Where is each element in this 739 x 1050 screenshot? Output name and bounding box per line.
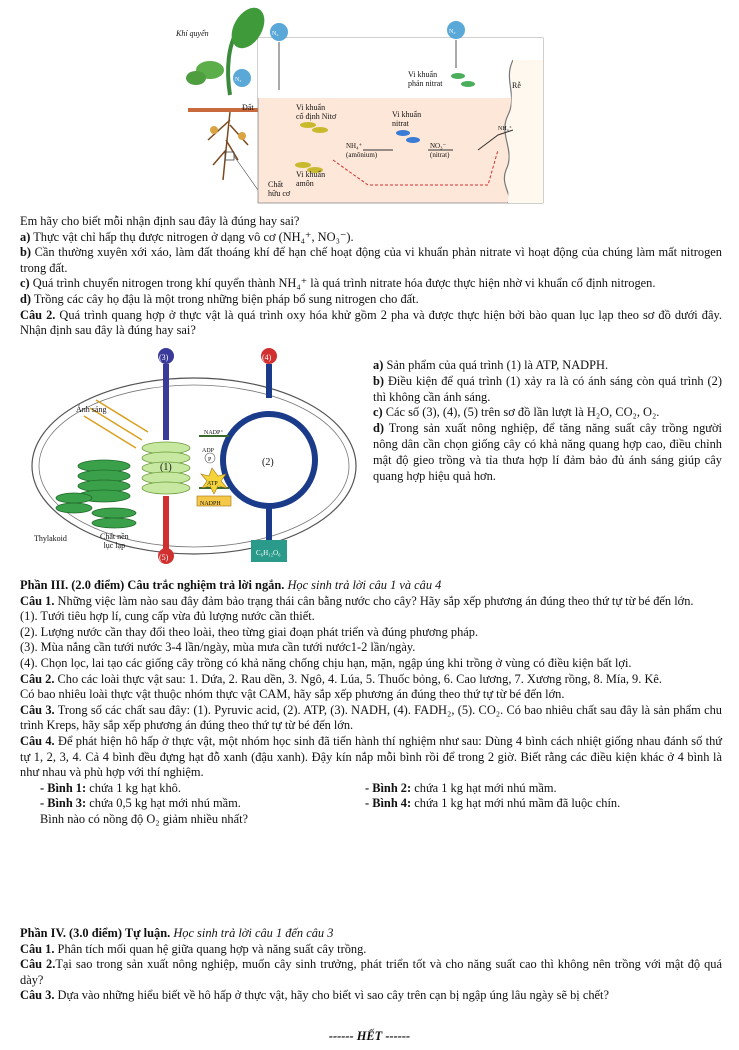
label-nh4: NH₄⁺ (amônium): [346, 142, 378, 159]
label-root: Rễ: [512, 81, 521, 90]
nitrogen-cycle-figure: [168, 0, 548, 205]
part3-c1-item: (4). Chọn lọc, lai tạo các giống cây trồng có khả năng chống chịu hạn, mặn, ngập úng khi trồng ở vùng có điều kiện bất lợi.: [20, 655, 632, 670]
part3-c1-item: (3). Mùa nắng cần tưới nước 3-4 lần/ngày, mùa mưa cần tưới nước1-2 lần/ngày.: [20, 640, 416, 655]
q2-statement-b: b) Điều kiện để quá trình (1) xảy ra là có ánh sáng còn quá trình (2) thì không cần ánh sáng.: [373, 373, 722, 404]
label-4: (4): [262, 353, 272, 362]
part3-c1-item: (2). Lượng nước cần thay đổi theo loài, theo từng giai đoạn phát triển và đúng phương pháp.: [20, 624, 479, 639]
label-nadph: NADPH: [200, 501, 221, 507]
label-ammon: Vi khuẩn amôn: [296, 170, 326, 188]
label-glucose: C₆H₁₂O₆: [256, 549, 281, 557]
q1-statement-a: a) Thực vật chỉ hấp thụ được nitrogen ở dạng vô cơ (NH₄⁺, NO₃⁻).: [20, 229, 354, 244]
part4-c2: Câu 2.Tại sao trong sản xuất nông nghiệp, muốn cây sinh trưởng, phát triển tốt và cho năng suất cao thì không nên trồng với mật độ quá dày?: [20, 957, 722, 987]
q2-prompt: Câu 2. Quá trình quang hợp ở thực vật là quá trình oxy hóa khử gồm 2 pha và được thực hiện bởi bào quan lục lạp theo sơ đồ dưới đây. Nhận định sau đây là đúng hay sai?: [20, 307, 722, 338]
bottle-row-1: - Bình 1: chứa 1 kg hạt khô. - Bình 2: chứa 1 kg hạt mới nhú mầm.: [40, 780, 557, 795]
part3-heading: Phần III. (2.0 điểm) Câu trắc nghiệm trả lời ngắn. Học sinh trả lời câu 1 và câu 4: [20, 578, 442, 592]
q2-statement-d: d) Trong sản xuất nông nghiệp, để tăng năng suất cây trồng người nông dân cần chọn giống cây có khả năng quang hợp cao, điều chỉnh mật độ gieo trồng và tỉa thưa hợp lí đảm bảo đủ ánh sáng giúp cây quang hợp hiệu quả hơn.: [373, 421, 722, 483]
part3-c2-followup: Có bao nhiêu loài thực vật thuộc nhóm thực vật CAM, hãy sắp xếp phương án đúng theo thứ tự từ bé đến lớn.: [20, 687, 565, 702]
label-soil: Đất: [242, 103, 254, 112]
label-nitrate-bacteria: Vi khuẩn nitrat: [392, 110, 422, 128]
label-denitrify: Vi khuẩn phản nitrat: [408, 70, 443, 88]
label-n2-mid: N₂: [235, 77, 242, 83]
label-atp: ATP: [207, 481, 218, 487]
label-n2-top: N₂: [272, 31, 279, 37]
part-3: [20, 578, 722, 828]
label-thylakoid: Thylakoid: [34, 534, 67, 543]
chloroplast-figure: [24, 348, 360, 570]
label-nadp: NADP⁺: [204, 430, 224, 436]
part4-c1: Câu 1. Phân tích mối quan hệ giữa quang hợp và năng suất cây trồng.: [20, 941, 367, 956]
part3-c3: Câu 3. Trong số các chất sau đây: (1). Pyruvic acid, (2). ATP, (3). NADH, (4). FADH₂, (5). CO₂. Có bao nhiêu chất sau đây là sản phẩm chu trình Kreps, hãy sắp xếp phương án đúng theo thứ tự từ bé đến lớn.: [20, 702, 722, 733]
part3-c1-item: (1). Tưới tiêu hợp lí, cung cấp vừa đủ lượng nước cần thiết.: [20, 609, 315, 624]
label-organic: Chất hữu cơ: [268, 180, 291, 198]
label-adp: ADP: [202, 448, 215, 454]
q1-statement-d: d) Trồng các cây họ đậu là một trong những biện pháp bổ sung nitrogen cho đất.: [20, 291, 419, 306]
q1-intro: Em hãy cho biết mỗi nhận định sau đây là đúng hay sai?: [20, 214, 300, 228]
part3-c4: Câu 4. Để phát hiện hô hấp ở thực vật, một nhóm học sinh đã tiến hành thí nghiệm như sau: Dùng 4 bình cách nhiệt giống nhau đánh số thứ tự 1, 2, 3, 4. Cả 4 bình đều đựng hạt đỗ xanh (đậu xanh). Đậy kín nắp mỗi bình rồi để trong 2 giờ. Biết rằng các điều kiện khác ở 4 bình là như nhau và phù hợp với thí nghiệm.: [20, 733, 722, 780]
part3-c4-question: Bình nào có nồng độ O₂ giảm nhiều nhất?: [40, 811, 249, 826]
bottle-row-2: - Bình 3: chứa 0,5 kg hạt mới nhú mầm. - Bình 4: chứa 1 kg hạt mới nhú mầm đã luộc chín.: [40, 796, 621, 811]
label-nfix: Vi khuẩn cố định Nitơ: [296, 103, 337, 121]
label-p: P: [208, 457, 212, 463]
part3-c2: Câu 2. Cho các loài thực vật sau: 1. Dứa, 2. Rau dền, 3. Ngô, 4. Lúa, 5. Thuốc bỏng, 6. Cao lương, 7. Xương rồng, 8. Mía, 9. Kê.: [20, 671, 662, 686]
label-3: (3): [159, 353, 169, 362]
q2-statement-a: a) Sản phẩm của quá trình (1) là ATP, NADPH.: [373, 358, 609, 372]
label-no3: NO₃⁻ (nitrat): [430, 142, 450, 159]
label-2: (2): [262, 457, 274, 468]
label-atmosphere: Khí quyển: [176, 29, 209, 38]
question-1-statements: [20, 214, 722, 339]
q2-statement-c: c) Các số (3), (4), (5) trên sơ đồ lần lượt là H₂O, CO₂, O₂.: [373, 405, 660, 420]
label-n2-right: N₂: [449, 29, 456, 35]
label-light: Ánh sáng: [76, 405, 107, 414]
part4-c3: Câu 3. Dựa vào những hiểu biết về hô hấp ở thực vật, hãy cho biết vì sao cây trên cạn bị ngập úng lâu ngày sẽ bị chết?: [20, 988, 609, 1003]
q1-statement-c: c) Quá trình chuyển nitrogen trong khí quyển thành NH₄⁺ là quá trình nitrate hóa được thực hiện nhờ vi khuẩn cố định nitrogen.: [20, 276, 656, 291]
label-1: (1): [160, 462, 172, 473]
q1-statement-b: b) Cần thường xuyên xới xáo, làm đất thoáng khí để hạn chế hoạt động của vi khuẩn phản nitrate vì hoạt động của chúng làm mất nitrogen trong đất.: [20, 245, 722, 275]
label-5: (5): [159, 553, 169, 562]
question-2-statements: [373, 358, 722, 484]
part4-heading: Phần IV. (3.0 điểm) Tự luận. Học sinh trả lời câu 1 đến câu 3: [20, 926, 334, 940]
part3-c1: Câu 1. Những việc làm nào sau đây đảm bảo trạng thái cân bằng nước cho cây? Hãy sắp xếp phương án đúng theo thứ tự từ bé đến lớn.: [20, 593, 694, 608]
part-4: [20, 926, 722, 1004]
end-marker: ------ HẾT ------: [328, 1029, 411, 1043]
label-nh4-root: NH₄⁺: [498, 126, 512, 132]
label-stroma: Chất nền lục lạp: [100, 532, 129, 550]
